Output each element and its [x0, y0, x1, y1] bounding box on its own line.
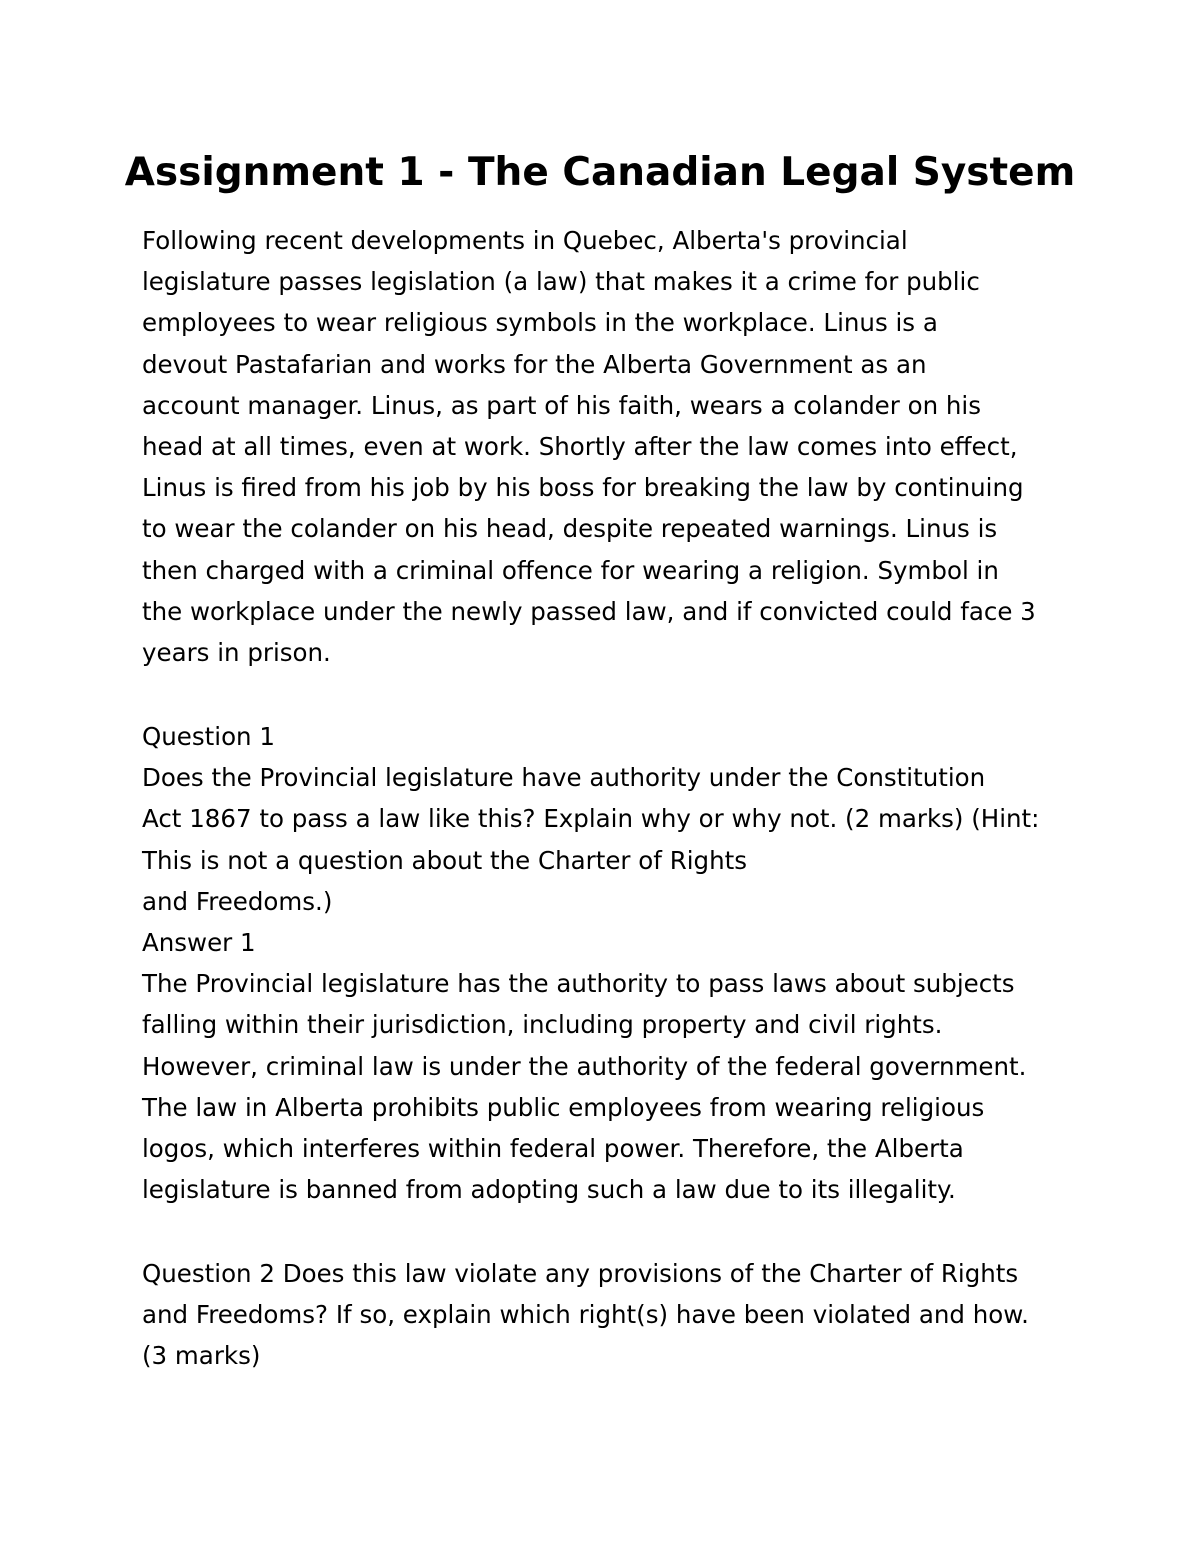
paragraph-line: then charged with a criminal offence for wearing a religion. Symbol in [142, 555, 999, 585]
question-1-heading: Question 1 [142, 722, 275, 751]
question-1-line: Does the Provincial legislature have authority under the Constitution [142, 763, 986, 793]
paragraph-line: Following recent developments in Quebec, Alberta's provincial [142, 226, 908, 255]
paragraph-line: head at all times, even at work. Shortly after the law comes into effect, [142, 431, 1018, 461]
paragraph-line: account manager. Linus, as part of his faith, wears a colander on his [142, 390, 981, 420]
answer-1-line: legislature is banned from adopting such a law due to its illegality. [142, 1175, 956, 1205]
answer-1-heading: Answer 1 [142, 927, 256, 957]
paragraph-line: devout Pastafarian and works for the Alberta Government as an [142, 349, 927, 379]
paragraph-line: years in prison. [142, 637, 331, 667]
document-title: Assignment 1 - The Canadian Legal System [124, 150, 1076, 195]
scenario-paragraph [142, 220, 1082, 673]
question-2-line: and Freedoms? If so, explain which right(s) have been violated and how. [142, 1300, 1029, 1330]
paragraph-line: legislature passes legislation (a law) that makes it a crime for public [142, 267, 980, 297]
question-1-line: and Freedoms.) [142, 886, 333, 916]
question-2-line: (3 marks) [142, 1341, 261, 1371]
question-1-section [142, 716, 1082, 1210]
answer-1-line: The Provincial legislature has the authority to pass laws about subjects [142, 969, 1015, 999]
paragraph-line: to wear the colander on his head, despite repeated warnings. Linus is [142, 514, 998, 544]
question-2-line: Question 2 Does this law violate any provisions of the Charter of Rights [142, 1259, 1019, 1288]
answer-1-line: However, criminal law is under the authority of the federal government. [142, 1051, 1027, 1081]
question-1-line: Act 1867 to pass a law like this? Explain why or why not. (2 marks) (Hint: [142, 804, 1040, 834]
paragraph-line: employees to wear religious symbols in the workplace. Linus is a [142, 308, 938, 338]
paragraph-line: Linus is fired from his job by his boss for breaking the law by continuing [142, 473, 1024, 503]
answer-1-line: logos, which interferes within federal power. Therefore, the Alberta [142, 1133, 964, 1163]
question-2-section [142, 1253, 1082, 1377]
paragraph-line: the workplace under the newly passed law, and if convicted could face 3 [142, 596, 1036, 626]
question-1-line: This is not a question about the Charter of Rights [142, 845, 747, 875]
answer-1-line: falling within their jurisdiction, including property and civil rights. [142, 1010, 943, 1040]
answer-1-line: The law in Alberta prohibits public employees from wearing religious [142, 1092, 985, 1122]
